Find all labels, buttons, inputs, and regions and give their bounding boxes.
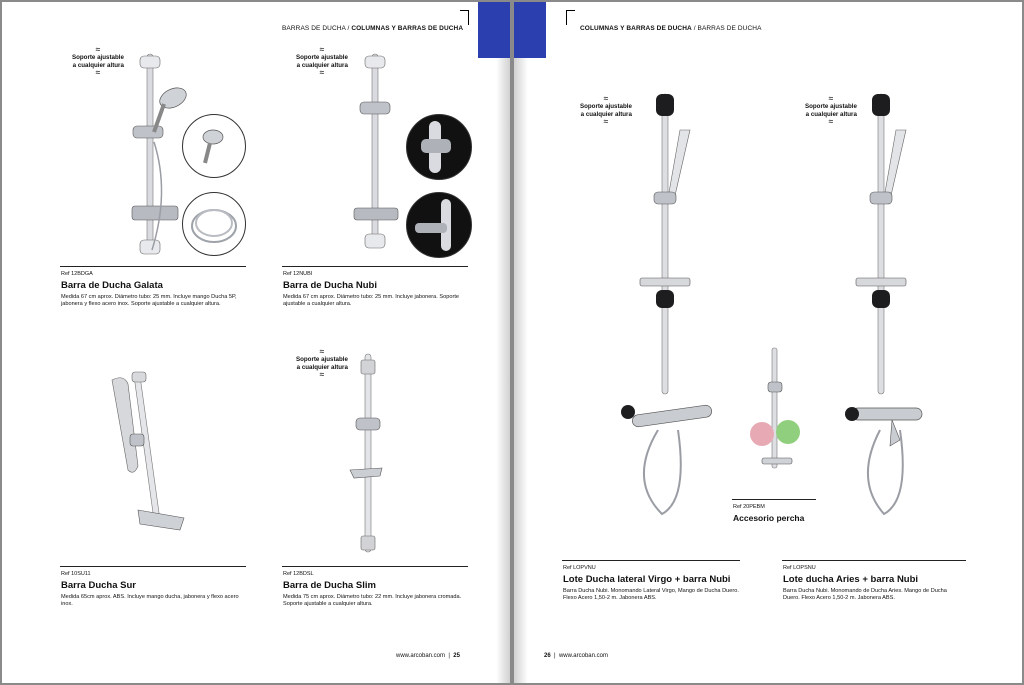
support-label-line1: Soporte ajustable	[72, 54, 124, 61]
adjust-waves-icon: ≈	[828, 117, 834, 126]
product-ref: Ref 12NUBI	[283, 271, 313, 277]
product-title: Barra de Ducha Slim	[283, 580, 376, 591]
left-page	[2, 2, 510, 683]
running-head-subsection: BARRAS DE DUCHA	[697, 25, 762, 32]
adjust-waves-icon: ≈	[603, 117, 609, 126]
adjust-waves-icon: ≈	[319, 45, 325, 54]
page-number: 26	[544, 653, 551, 659]
support-label-line2: a cualquier altura	[805, 110, 857, 118]
footer-separator: |	[554, 653, 556, 659]
product-ref: Ref LOPVNU	[563, 565, 596, 571]
page-footer	[544, 653, 608, 659]
divider-rule	[782, 560, 966, 561]
product-title: Accesorio percha	[733, 513, 805, 523]
product-title: Barra de Ducha Nubi	[283, 280, 377, 291]
adjust-waves-icon: ≈	[828, 94, 834, 103]
support-label-line1: Soporte ajustable	[296, 356, 348, 363]
support-label-line2: a cualquier altura	[580, 110, 632, 118]
product-description: Medida 75 cm aprox. Diámetro tubo: 22 mm. Incluye jabonera cromada. Soporte ajustable a cualquier altura.	[283, 594, 462, 607]
hand-shower-thumbnail	[182, 114, 246, 178]
product-description: Medida 67 cm aprox. Diámetro tubo: 25 mm. Incluye jabonera. Soporte ajustable a cualquier altura.	[283, 294, 459, 307]
shower-bar-nubi-image	[350, 52, 406, 252]
running-head-section: BARRAS DE DUCHA	[282, 25, 346, 32]
footer-separator: |	[448, 653, 450, 659]
support-label	[296, 46, 348, 77]
shower-set-aries-image	[844, 90, 934, 520]
adjust-waves-icon: ≈	[95, 45, 101, 54]
shower-bar-sur-image	[104, 370, 188, 536]
divider-rule	[732, 499, 816, 500]
product-title: Barra Ducha Sur	[61, 580, 136, 591]
divider-rule	[282, 266, 468, 267]
adjust-waves-icon: ≈	[319, 370, 325, 379]
footer-url: www.arcoban.com	[558, 653, 608, 659]
support-label	[296, 348, 348, 379]
adjust-waves-icon: ≈	[319, 347, 325, 356]
crop-mark	[566, 10, 575, 25]
support-label	[72, 46, 124, 77]
running-head-subsection: COLUMNAS Y BARRAS DE DUCHA	[351, 25, 464, 32]
divider-rule	[60, 266, 246, 267]
shower-set-virgo-image	[618, 90, 728, 520]
running-head-separator: /	[345, 25, 352, 32]
product-title: Lote Ducha lateral Virgo + barra Nubi	[563, 574, 731, 585]
page-number: 25	[453, 653, 460, 659]
divider-rule	[60, 566, 246, 567]
section-color-tab	[514, 2, 546, 58]
product-ref: Ref 12BDGA	[61, 271, 93, 277]
adjust-waves-icon: ≈	[319, 68, 325, 77]
gutter-shadow	[496, 2, 510, 683]
shower-bar-slim-image	[348, 352, 388, 556]
divider-rule	[282, 566, 468, 567]
support-label-line2: a cualquier altura	[296, 61, 348, 69]
running-head-section: COLUMNAS Y BARRAS DE DUCHA	[580, 25, 692, 32]
support-label-line1: Soporte ajustable	[296, 54, 348, 61]
page-footer	[396, 653, 460, 659]
divider-rule	[562, 560, 740, 561]
product-ref: Ref 10SU11	[61, 571, 91, 577]
product-description: Barra Ducha Nubi. Monomando de Ducha Aries. Mango de Ducha Duero. Flexo Acero 1,50-2 m. Jabonera ABS.	[783, 588, 947, 601]
adjust-waves-icon: ≈	[95, 68, 101, 77]
bracket-detail-thumbnail	[406, 114, 472, 180]
product-description: Medida 67 cm aprox. Diámetro tubo: 25 mm. Incluye mango Ducha 5P, jabonera y flexo acero inox. Soporte ajustable a cualquier altura.	[61, 294, 237, 307]
product-title: Barra de Ducha Galata	[61, 280, 163, 291]
crop-mark	[460, 10, 469, 25]
product-ref: Ref LOPSNU	[783, 565, 816, 571]
support-label-line2: a cualquier altura	[72, 61, 124, 69]
product-title: Lote ducha Aries + barra Nubi	[783, 574, 919, 585]
gutter-shadow	[514, 2, 528, 683]
product-ref: Ref 20PEBM	[733, 504, 765, 510]
product-ref: Ref 12BDSL	[283, 571, 314, 577]
accessory-hanger-image	[744, 346, 808, 496]
hose-thumbnail	[182, 192, 246, 256]
support-label-line1: Soporte ajustable	[805, 103, 857, 110]
running-head-separator: /	[691, 25, 698, 32]
product-description: Medida 65cm aprox. ABS. Incluye mango ducha, jabonera y flexo acero inox.	[61, 594, 239, 607]
soap-dish-detail-thumbnail	[406, 192, 472, 258]
footer-url: www.arcoban.com	[396, 653, 446, 659]
shower-bar-galata-image	[130, 52, 190, 262]
product-description: Barra Ducha Nubi. Monomando Lateral Virgo, Mango de Ducha Duero. Flexo Acero 1,50-2 m. Jabonera ABS.	[563, 588, 739, 601]
support-label-line2: a cualquier altura	[296, 363, 348, 371]
right-page	[514, 2, 1022, 683]
adjust-waves-icon: ≈	[603, 94, 609, 103]
section-color-tab	[478, 2, 510, 58]
support-label-line1: Soporte ajustable	[580, 103, 632, 110]
running-head	[580, 25, 762, 32]
running-head	[282, 25, 463, 32]
